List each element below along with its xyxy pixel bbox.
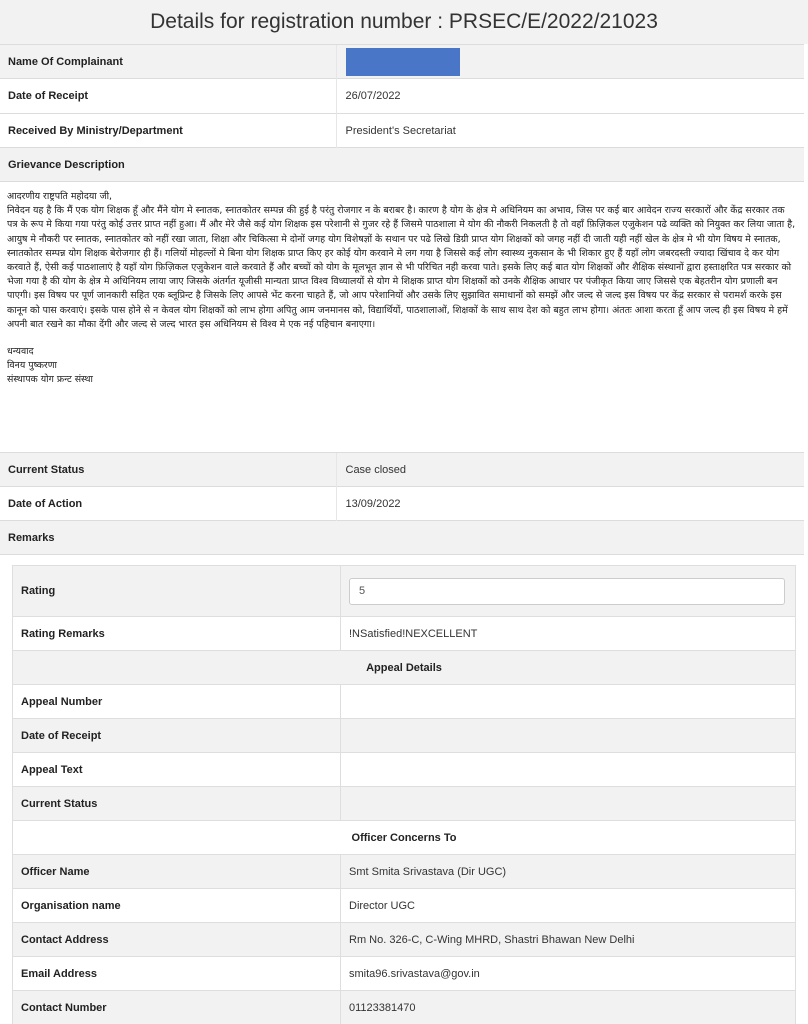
complainant-label: Name Of Complainant — [0, 45, 336, 79]
officer-concerns-heading: Officer Concerns To — [13, 821, 796, 855]
row-complainant — [0, 45, 804, 79]
date-of-receipt-value: 26/07/2022 — [336, 79, 804, 114]
rating-officer-table — [12, 565, 796, 1024]
grievance-description-text — [0, 182, 804, 453]
row-officer-heading — [13, 821, 796, 855]
rating-remarks-value: !NSatisfied!NEXCELLENT — [341, 617, 796, 651]
row-grievance-heading — [0, 148, 804, 182]
date-of-receipt-label: Date of Receipt — [0, 79, 336, 114]
appeal-date-label: Date of Receipt — [13, 719, 341, 753]
contact-address-label: Contact Address — [13, 923, 341, 957]
signature-line: संस्थापक योग फ्रन्ट संस्था — [7, 374, 93, 386]
row-organisation — [13, 889, 796, 923]
row-date-of-receipt — [0, 79, 804, 114]
row-grievance-text — [0, 182, 804, 453]
appeal-details-heading: Appeal Details — [13, 651, 796, 685]
email-label: Email Address — [13, 957, 341, 991]
row-contact-address — [13, 923, 796, 957]
row-email — [13, 957, 796, 991]
contact-number-value: 01123381470 — [341, 991, 796, 1024]
row-rating-remarks — [13, 617, 796, 651]
row-officer-name — [13, 855, 796, 889]
current-status-label: Current Status — [0, 453, 336, 487]
officer-name-value: Smt Smita Srivastava (Dir UGC) — [341, 855, 796, 889]
current-status-value: Case closed — [336, 453, 804, 487]
row-remarks — [0, 521, 804, 555]
date-of-action-value: 13/09/2022 — [336, 487, 804, 521]
contact-number-label: Contact Number — [13, 991, 341, 1024]
grievance-description-label: Grievance Description — [0, 148, 804, 182]
received-by-label: Received By Ministry/Department — [0, 114, 336, 148]
contact-address-value: Rm No. 326-C, C-Wing MHRD, Shastri Bhawan New Delhi — [341, 923, 796, 957]
complaint-details-table — [0, 44, 804, 572]
appeal-text-value — [341, 753, 796, 787]
organisation-value: Director UGC — [341, 889, 796, 923]
row-appeal-number — [13, 685, 796, 719]
appeal-text-label: Appeal Text — [13, 753, 341, 787]
row-received-by — [0, 114, 804, 148]
officer-name-label: Officer Name — [13, 855, 341, 889]
grievance-signature — [7, 345, 797, 388]
appeal-status-label: Current Status — [13, 787, 341, 821]
page-title: Details for registration number : PRSEC/E/2022/21023 — [0, 0, 808, 44]
signature-line: धन्यवाद — [7, 346, 34, 358]
row-current-status — [0, 453, 804, 487]
row-appeal-heading — [13, 651, 796, 685]
rating-input[interactable] — [349, 578, 785, 605]
row-appeal-text — [13, 753, 796, 787]
email-value: smita96.srivastava@gov.in — [341, 957, 796, 991]
row-rating — [13, 566, 796, 617]
row-appeal-status — [13, 787, 796, 821]
appeal-number-value — [341, 685, 796, 719]
received-by-value: President's Secretariat — [336, 114, 804, 148]
remarks-label: Remarks — [0, 521, 804, 555]
grievance-body: निवेदन यह है कि मैं एक योग शिक्षक हूँ और मैंने योग मे स्नातक, स्नातकोतर सम्पन्न की हुई है परंतु रोजगार न के बराबर है। कारण है योग के क्षेत्र मे अधिनियम का अभाव, जिस पर कई बार आवेदन राज्य सरकारों और केंद्र सरकार तक पत्र के रूप मे किया गया परंतु कोई उत्तर प्राप्त नहीं हुआ। मैं और मेरे जैसे कई योग शिक्षक इस परेशानी से गुजर रहे हैं जिसमे पाठशाला मे योग की नौकरी निकलती है तो वहाँ फ़िज़िकल एजुकेशन पढे व्यक्ति को नियुक्त कर लिया जाता है, आयुष मे नौकरी पर स्नातक, स्नातकोतर को नहीं रखा जाता, शिक्षा और चिकित्सा मे दोनों जगह योग विशेषज्ञों के सथान पर पढे लिखे डिग्री प्राप्त योग शिक्षकों को जगह नहीं दी जाती यही नहीं खेल के क्षेत्र मे भी योग विषय मे स्नातक, स्नातकोतर सम्पन्न योग शिक्षक बेरोजगार ही हैं। गलियों मोहल्लों मे बिना योग शिक्षक प्राप्त किए हर कोई योग करवाने मे लग गया है जिससे कई लोग स्वास्थ्य नुकसान के भी शिकार हुए हैं यहाँ लोग जबरदस्ती ज्यादा खिंचाव दे कर योग करवाते हैं, ऐसी कई पाठशालाएं है यहाँ योग फ़िज़िकल एजुकेशन वाले करवाते हैं और बच्चों को योग के मूलभूत ज्ञान से भी परिचित नही करवा पाते। इसके लिए कई बात योग शिक्षकों और शैक्षिक संस्थानों द्वारा हस्ताक्षरित पत्र सरकार को भेजा गया है की योग के क्षेत्र मे अधिनियम लाया जाए जिसके अंतर्गत यूजीसी मान्यता प्राप्त विश्व विध्यालयों से योग मे शिक्षक प्राप्त योग शिक्षकों को उनके शैक्षिक आधार पर पंजीकृत किया जाए जिससे एक बेहतरीन योग प्रणाली बन पाएगी। इस विषय पर पूर्ण जानकारी सहित एक ब्लूप्रिन्ट है जिसके लिए आपसे भेंट करना चाहते हैं, जो आप परेशानियों और उसके लिए सुझावित समाधानों को समझें और जल्द से जल्द इस विषय पर केंद्र सरकार से परामर्श करके इस कानून को पास करवाएं। इसके पास होने से न केवल योग शिक्षकों को लाभ होगा अपितु आम जनमानस को, विद्यार्थियों, पाठशालाओं, शिक्षकों के साथ साथ देश को बहुत लाभ होगा। अंततः आशा करता हूँ आप जल्द ही इस विषय मे हमें अपनी बात रखने का मौका देंगी और जल्द से जल्द भारत इस अधिनियम से विश्व मे एक नई पहिचान बनाएगा। — [7, 205, 796, 330]
row-date-of-action — [0, 487, 804, 521]
rating-remarks-label: Rating Remarks — [13, 617, 341, 651]
row-contact-number — [13, 991, 796, 1024]
rating-value-cell — [341, 566, 796, 617]
date-of-action-label: Date of Action — [0, 487, 336, 521]
signature-line: विनय पुष्करणा — [7, 360, 57, 372]
complainant-value — [336, 45, 804, 79]
rating-label: Rating — [13, 566, 341, 617]
grievance-salutation: आदरणीय राष्ट्रपति महोदया जी, — [7, 191, 113, 202]
appeal-status-value — [341, 787, 796, 821]
appeal-date-value — [341, 719, 796, 753]
row-appeal-date — [13, 719, 796, 753]
organisation-label: Organisation name — [13, 889, 341, 923]
redacted-name-block — [346, 48, 460, 76]
appeal-number-label: Appeal Number — [13, 685, 341, 719]
